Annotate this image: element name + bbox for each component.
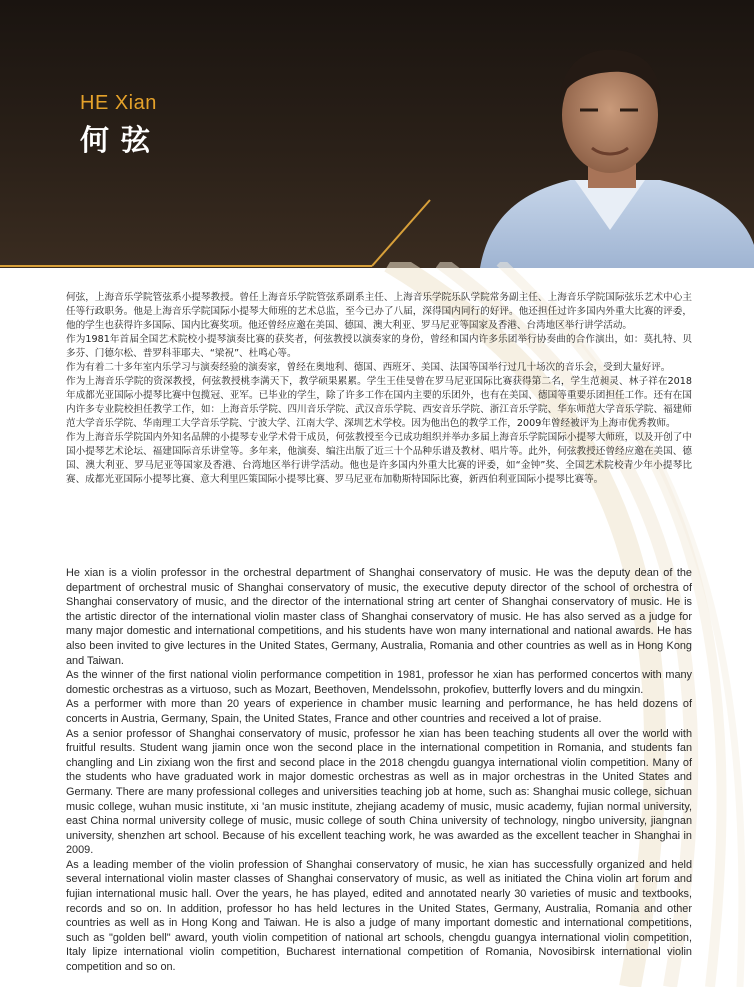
- paragraph-en: As the winner of the first national violin performance competition in 1981, professor he xian has performed concertos with many domestic orchestras as a virtuoso, such as Mozart, Beethoven, Mendelssohn, prokofiev, butterfly lovers and du mingxin.: [66, 669, 692, 696]
- paragraph-cn: 何弦，上海音乐学院管弦系小提琴教授。曾任上海音乐学院管弦系副系主任、上海音乐学院乐队学院常务副主任、上海音乐学院国际弦乐艺术中心主任等行政职务。他是上海音乐学院国际小提琴大师班的艺术总监，至今已办了八届，深得国内同行的好评。他还担任过许多国内外重大比赛的评委，他的学生也获得许多国际、国内比赛奖项。他还曾经应邀在美国、德国、澳大利亚、罗马尼亚等国家及香港、台湾地区举行讲学活动。: [66, 292, 692, 331]
- biography-english: [66, 566, 692, 975]
- paragraph-en: He xian is a violin professor in the orchestral department of Shanghai conservatory of music. He was the deputy dean of the department of orchestral music of Shanghai conservatory of music, the executive deputy director of the school of orchestra of Shanghai conservatory of music, and the director of the international string art center of Shanghai conservatory of music. He is the artistic director of the international violin master class of Shanghai conservatory of music. He has also served as a judge for many major domestic and international competitions, and his students have won many international and national awards. He has also been invited to give lectures in the United States, Germany, Australia, Romania and other countries as well as in Hong Kong and Taiwan.: [66, 567, 692, 667]
- paragraph-cn: 作为上海音乐学院的资深教授，何弦教授桃李满天下，教学硕果累累。学生王佳旻曾在罗马尼亚国际比赛获得第二名，学生范昶灵、林子祥在2018年成都光亚国际小提琴比赛中包揽冠、亚军。已毕业的学生，除了许多工作在国内主要的乐团外，也有在美国、德国等重要乐团担任工作。还有在国内许多专业院校担任教学工作，如：上海音乐学院、四川音乐学院、武汉音乐学院、西安音乐学院、浙江音乐学院、华东师范大学音乐学院、福建师范大学音乐学院、华南理工大学音乐学院、宁波大学、江南大学、深圳艺术学校。因为他出色的教学工作，2009年曾经被评为上海市优秀教师。: [66, 376, 692, 429]
- paragraph-en: As a performer with more than 20 years of experience in chamber music learning and performance, he has held dozens of concerts in Austria, Germany, Spain, the United States, France and other countries and received a lot of praise.: [66, 698, 692, 725]
- paragraph-cn: 作为1981年首届全国艺术院校小提琴演奏比赛的获奖者，何弦教授以演奏家的身份，曾经和国内许多乐团举行协奏曲的合作演出，如：莫扎特、贝多芬、门德尔松、普罗科菲耶夫、“梁祝”、杜鸣心等。: [66, 334, 692, 359]
- portrait-photo: [470, 40, 754, 268]
- paragraph-en: As a leading member of the violin profession of Shanghai conservatory of music, he xian has successfully organized and held several international violin master classes of Shanghai conservatory of music, as well as initiated the China violin art forum and fujian international music hall. Over the years, he has played, edited and annotated nearly 30 varieties of music and textbooks, records and so on. In addition, professor ho has held lectures in the United States, Germany, Australia, Romania and other countries as well as in Hong Kong and Taiwan. He is also a judge of many important domestic and international competitions, such as "golden bell" award, youth violin competition of national art schools, chengdu guangya international violin competition, Italy lipize international violin competition, Bucharest international competition of Romania, Novosibirsk international violin competition and so on.: [66, 858, 692, 974]
- paragraph-en: As a senior professor of Shanghai conservatory of music, professor he xian has been teaching students all over the world with fruitful results. Student wang jiamin once won the second place in the international competition in Romania, and students fan changling and Lin zixiang won the first and second place in the 2018 chengdu guangya international violin competition. Many of the students who have graduated work in major domestic orchestras as well as in major orchestras in the United States and Germany. There are many professional colleges and universities teaching job at home, such as: Shanghai music college, sichuan music college, wuhan music institute, xi 'an music institute, zhejiang academy of music, music academy, fujian normal university, east China normal university college of music, music college of south China university of technology, ningbo university, jiangnan university, shenzhen art school. Because of his excellent teaching work, he was awarded as the excellent teacher in Shanghai in 2009.: [66, 727, 692, 857]
- name-english: HE Xian: [80, 92, 157, 114]
- biography-chinese: [66, 291, 692, 487]
- header-banner: [0, 0, 754, 268]
- paragraph-cn: 作为有着二十多年室内乐学习与演奏经验的演奏家，曾经在奥地利、德国、西班牙、美国、法国等国举行过几十场次的音乐会，受到大量好评。: [66, 362, 671, 373]
- name-chinese: 何弦: [80, 123, 163, 157]
- paragraph-cn: 作为上海音乐学院国内外知名品牌的小提琴专业学术骨干成员，何弦教授至今已成功组织并举办多届上海音乐学院国际小提琴大师班，以及开创了中国小提琴艺术论坛、福建国际音乐讲堂等。多年来，他演奏、编注出版了近三十个品种乐谱及教材、唱片等。此外，何弦教授还曾经应邀在美国、德国、澳大利亚、罗马尼亚等国家及香港、台湾地区举行讲学活动。他也是许多国内外重大比赛的评委，如“金钟”奖、全国艺术院校青少年小提琴比赛、成都光亚国际小提琴比赛、意大利里匹策国际小提琴比赛、罗马尼亚布加勒斯特国际比赛，新西伯利亚国际小提琴比赛等。: [66, 432, 692, 485]
